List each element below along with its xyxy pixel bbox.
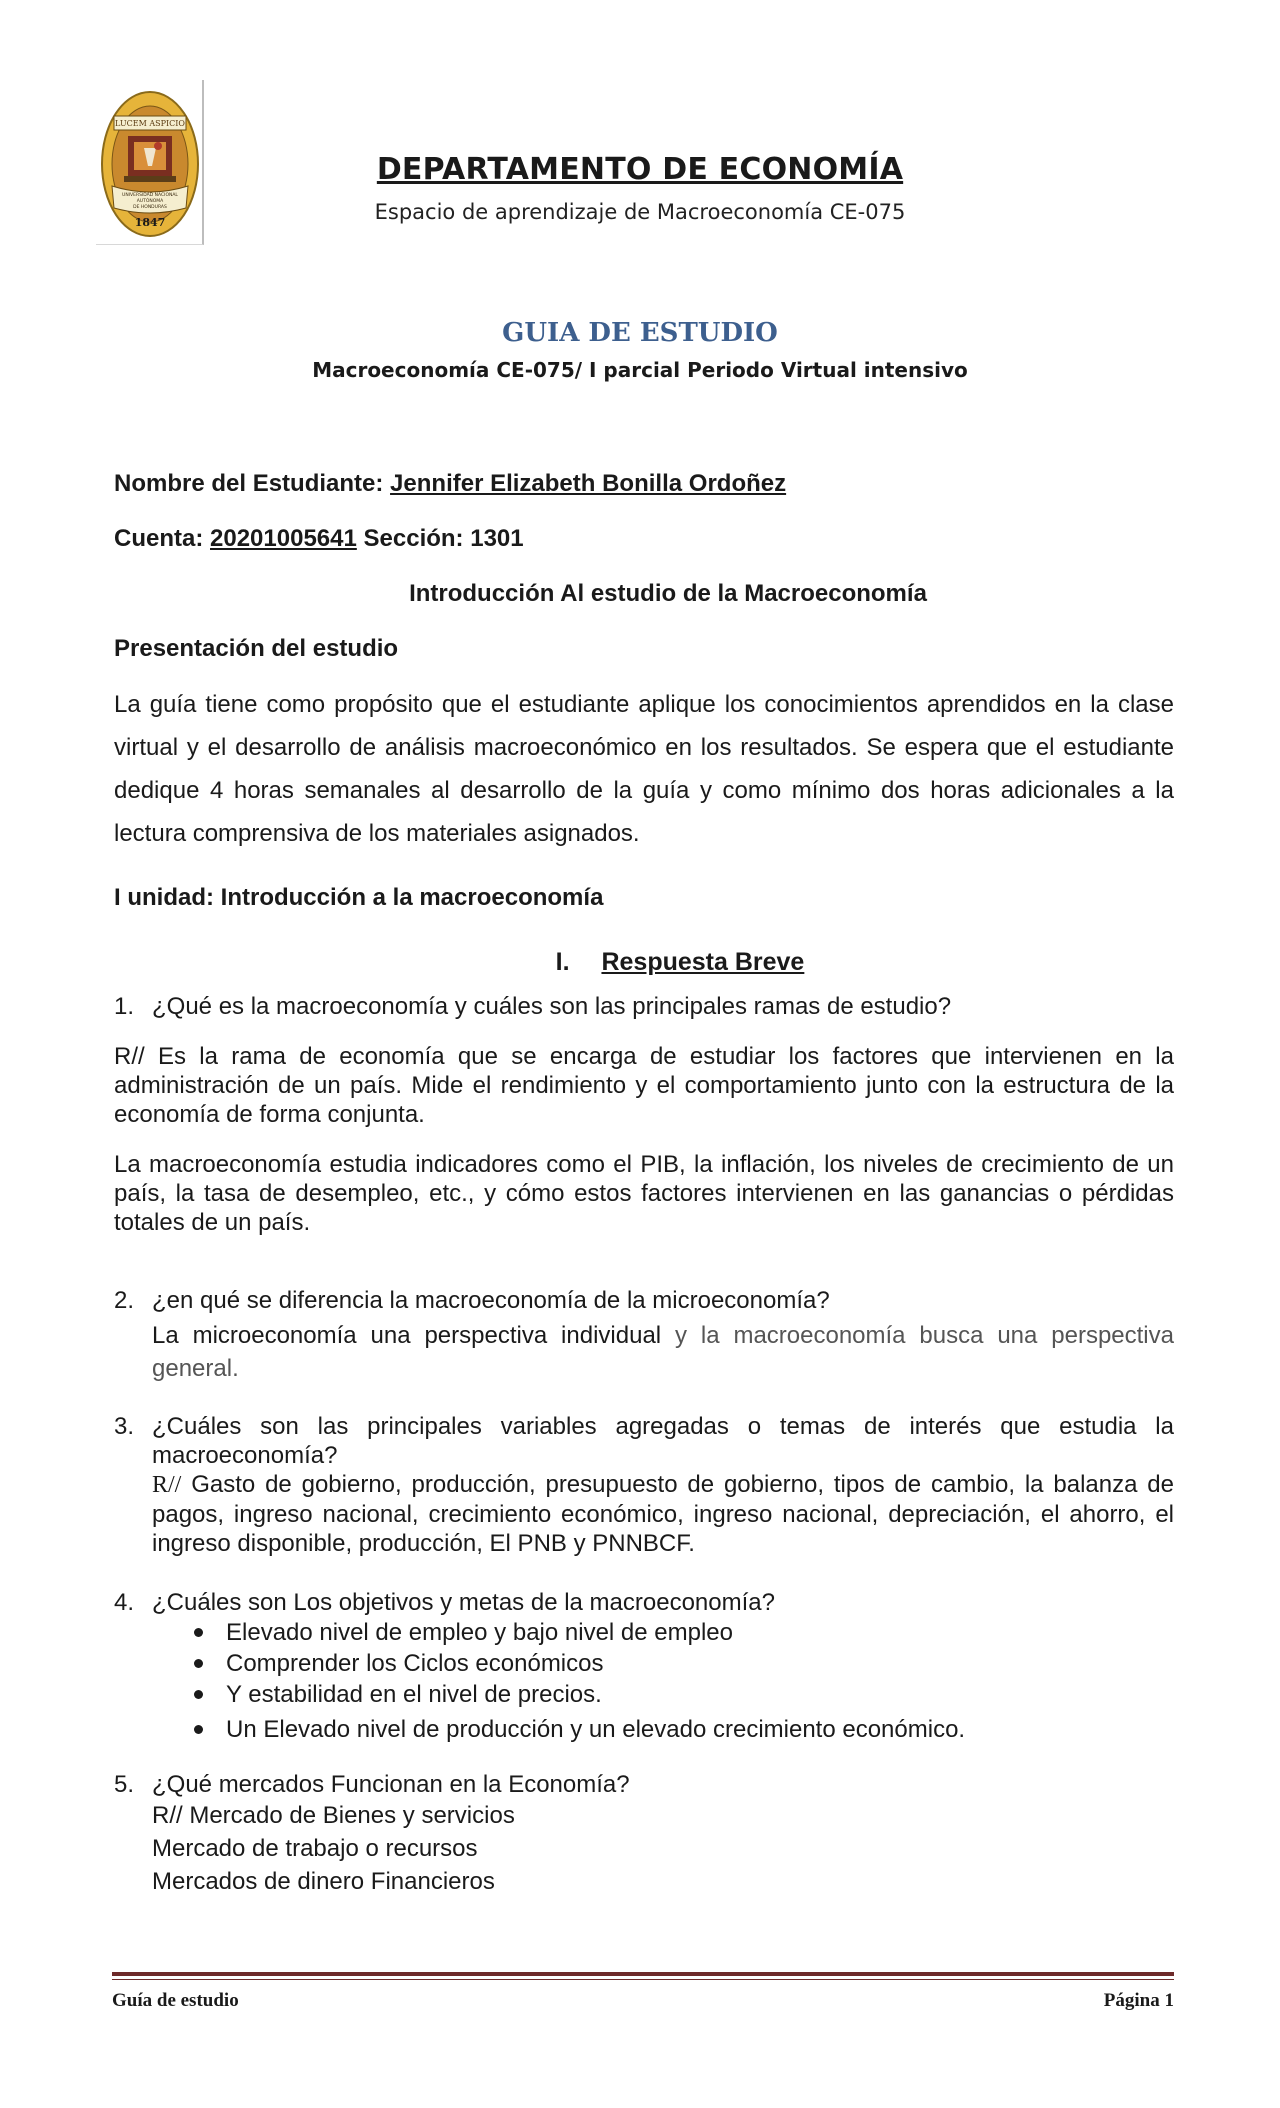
q2-answer-part-b: y la macroeconomía busca una perspectiva general. xyxy=(152,1322,1174,1382)
section-label: Sección: xyxy=(363,525,464,552)
q2-answer-part-a: La microeconomía una perspectiva individual xyxy=(152,1322,662,1349)
unit-label: I unidad: Introducción a la macroeconomía xyxy=(114,884,604,911)
question-number: 2. xyxy=(114,1287,135,1314)
question-text: ¿Qué es la macroeconomía y cuáles son las principales ramas de estudio? xyxy=(152,993,952,1020)
intro-title: Introducción Al estudio de la Macroeconomía xyxy=(409,580,927,607)
bullet-icon xyxy=(194,1628,203,1637)
svg-text:AUTÓNOMA: AUTÓNOMA xyxy=(136,199,164,204)
account-line xyxy=(114,525,524,553)
list-item: Un Elevado nivel de producción y un elevado crecimiento económico. xyxy=(186,1714,1174,1745)
question-number: 5. xyxy=(114,1771,135,1798)
student-name-line xyxy=(114,470,786,498)
department-title: DEPARTAMENTO DE ECONOMÍA xyxy=(376,152,904,187)
question-number: 3. xyxy=(114,1413,135,1440)
svg-text:LUCEM ASPICIO: LUCEM ASPICIO xyxy=(115,119,185,128)
q4-bullet-list xyxy=(186,1617,1174,1745)
guide-subtitle: Macroeconomía CE-075/ I parcial Periodo Virtual intensivo xyxy=(312,358,968,382)
account-value: 20201005641 xyxy=(210,525,357,552)
footer-guide-label: Guía de estudio xyxy=(112,1990,239,2011)
q5-answer xyxy=(152,1799,1174,1898)
student-name-label: Nombre del Estudiante: xyxy=(114,470,384,497)
q5-answer-line: Mercados de dinero Financieros xyxy=(152,1868,495,1895)
q3-answer xyxy=(152,1470,1174,1558)
q1-answer-paragraph-2: La macroeconomía estudia indicadores como el PIB, la inflación, los niveles de crecimiento de un país, la tasa de desempleo, etc., y cómo estos factores intervienen en las ganancias o pérdidas totales de un país. xyxy=(114,1151,1174,1236)
department-subtitle: Espacio de aprendizaje de Macroeconomía CE-075 xyxy=(374,200,906,224)
footer-rule-thin xyxy=(112,1979,1174,1980)
student-name-value: Jennifer Elizabeth Bonilla Ordoñez xyxy=(390,470,787,497)
bullet-icon xyxy=(194,1690,203,1699)
bullet-icon xyxy=(194,1659,203,1668)
q2-answer xyxy=(152,1319,1174,1385)
question-number: 4. xyxy=(114,1589,135,1616)
section-heading xyxy=(0,948,1280,977)
section-numeral: I. xyxy=(555,948,570,976)
q5-answer-line: Mercado de trabajo o recursos xyxy=(152,1835,478,1862)
svg-text:DE HONDURAS: DE HONDURAS xyxy=(133,205,167,210)
section-value: 1301 xyxy=(470,525,524,552)
question-2 xyxy=(114,1286,1174,1385)
question-text: ¿Cuáles son las principales variables agregadas o temas de interés que estudia la macroeconomía? xyxy=(152,1413,1174,1469)
logo-year: 1847 xyxy=(134,216,166,229)
q1-answer-paragraph-1: R// Es la rama de economía que se encarga de estudiar los factores que intervienen en la administración de un país. Mide el rendimiento y el comportamiento junto con la estructura de la economía de forma conjunta. xyxy=(114,1043,1174,1128)
bullet-icon xyxy=(194,1725,203,1734)
q3-answer-prefix: R// xyxy=(152,1472,182,1498)
question-3 xyxy=(114,1412,1174,1558)
list-item: Comprender los Ciclos económicos xyxy=(186,1648,1174,1679)
q5-answer-line: R// Mercado de Bienes y servicios xyxy=(152,1802,515,1829)
q3-answer-text: Gasto de gobierno, producción, presupuesto de gobierno, tipos de cambio, la balanza de pagos, ingreso nacional, crecimiento económico, ingreso nacional, depreciación, el ahorro, el ingreso disponible, producción, El PNB y PNNBCF. xyxy=(152,1471,1174,1557)
guide-title: GUIA DE ESTUDIO xyxy=(502,318,778,348)
list-item: Elevado nivel de empleo y bajo nivel de empleo xyxy=(186,1617,1174,1648)
presentation-label: Presentación del estudio xyxy=(114,635,399,662)
question-number: 1. xyxy=(114,993,135,1020)
footer-page-number: Página 1 xyxy=(1103,1990,1174,2011)
svg-text:UNIVERSIDAD NACIONAL: UNIVERSIDAD NACIONAL xyxy=(122,193,178,198)
section-title: Respuesta Breve xyxy=(601,948,805,976)
account-label: Cuenta: xyxy=(114,525,204,552)
question-1 xyxy=(114,992,1174,1021)
question-text: ¿Cuáles son Los objetivos y metas de la macroeconomía? xyxy=(152,1589,775,1616)
list-item: Y estabilidad en el nivel de precios. xyxy=(186,1679,1174,1710)
question-4 xyxy=(114,1588,1174,1745)
question-text: ¿Qué mercados Funcionan en la Economía? xyxy=(152,1771,630,1798)
footer-rule xyxy=(112,1972,1174,1976)
question-text: ¿en qué se diferencia la macroeconomía de la microeconomía? xyxy=(152,1287,830,1314)
question-5 xyxy=(114,1770,1174,1898)
presentation-text: La guía tiene como propósito que el estudiante aplique los conocimientos aprendidos en la clase virtual y el desarrollo de análisis macroeconómico en los resultados. Se espera que el estudiante dedique 4 horas semanales al desarrollo de la guía y como mínimo dos horas adicionales a la lectura comprensiva de los materiales asignados. xyxy=(114,691,1174,847)
